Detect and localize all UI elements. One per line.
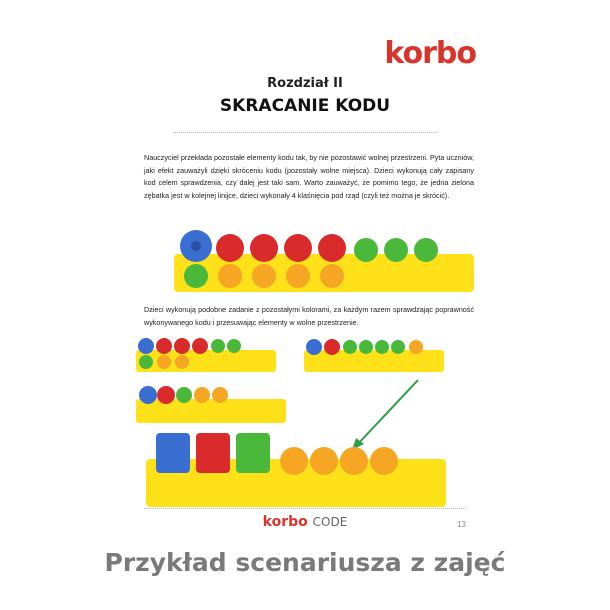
page-title: SKRACANIE KODU bbox=[219, 96, 391, 116]
caption: Przykład scenariusza z zajęć bbox=[104, 548, 506, 577]
gears-row-image bbox=[174, 224, 474, 294]
divider bbox=[174, 132, 436, 133]
paragraph-1: Nauczyciel przekłada pozostałe elementy kodu tak, by nie pozostawić wolnej przestrzeni. Pyta uczniów, jaki efekt zauważyli dzięki skróceniu kodu (pozostały wolne miejsca). Dzieci wykonują cały zapisany kod celem sprawdzenia, czy dalej jest taki sam. Warto zauważyć, że pomimo tego, że jedna zielona zębatka jest w kolejnej linijce, dzieci wykonały 4 klaśnięcia pod rząd (czyli też można je skrócić). bbox=[144, 153, 474, 200]
gears-small-image-3 bbox=[136, 379, 286, 424]
korbo-logo: korbo bbox=[384, 36, 476, 71]
document-page bbox=[126, 14, 484, 536]
paragraph-2: Dzieci wykonują podobne zadanie z pozostałymi kolorami, za każdym razem sprawdzając poprawność wykonywanego kodu i przesuwając elementy w wolne przestrzenie. bbox=[144, 305, 474, 327]
chapter-label: Rozdział II bbox=[267, 76, 343, 91]
footer-korbo: korbo bbox=[262, 514, 308, 530]
gear-blue bbox=[180, 230, 212, 262]
divider-bottom bbox=[144, 508, 466, 509]
page-number: 13 bbox=[457, 520, 466, 529]
gears-small-image-1 bbox=[136, 334, 276, 374]
gears-small-image-2 bbox=[304, 336, 444, 374]
footer-logo bbox=[126, 514, 484, 530]
footer-code: CODE bbox=[312, 515, 348, 529]
gears-large-image bbox=[146, 419, 446, 509]
